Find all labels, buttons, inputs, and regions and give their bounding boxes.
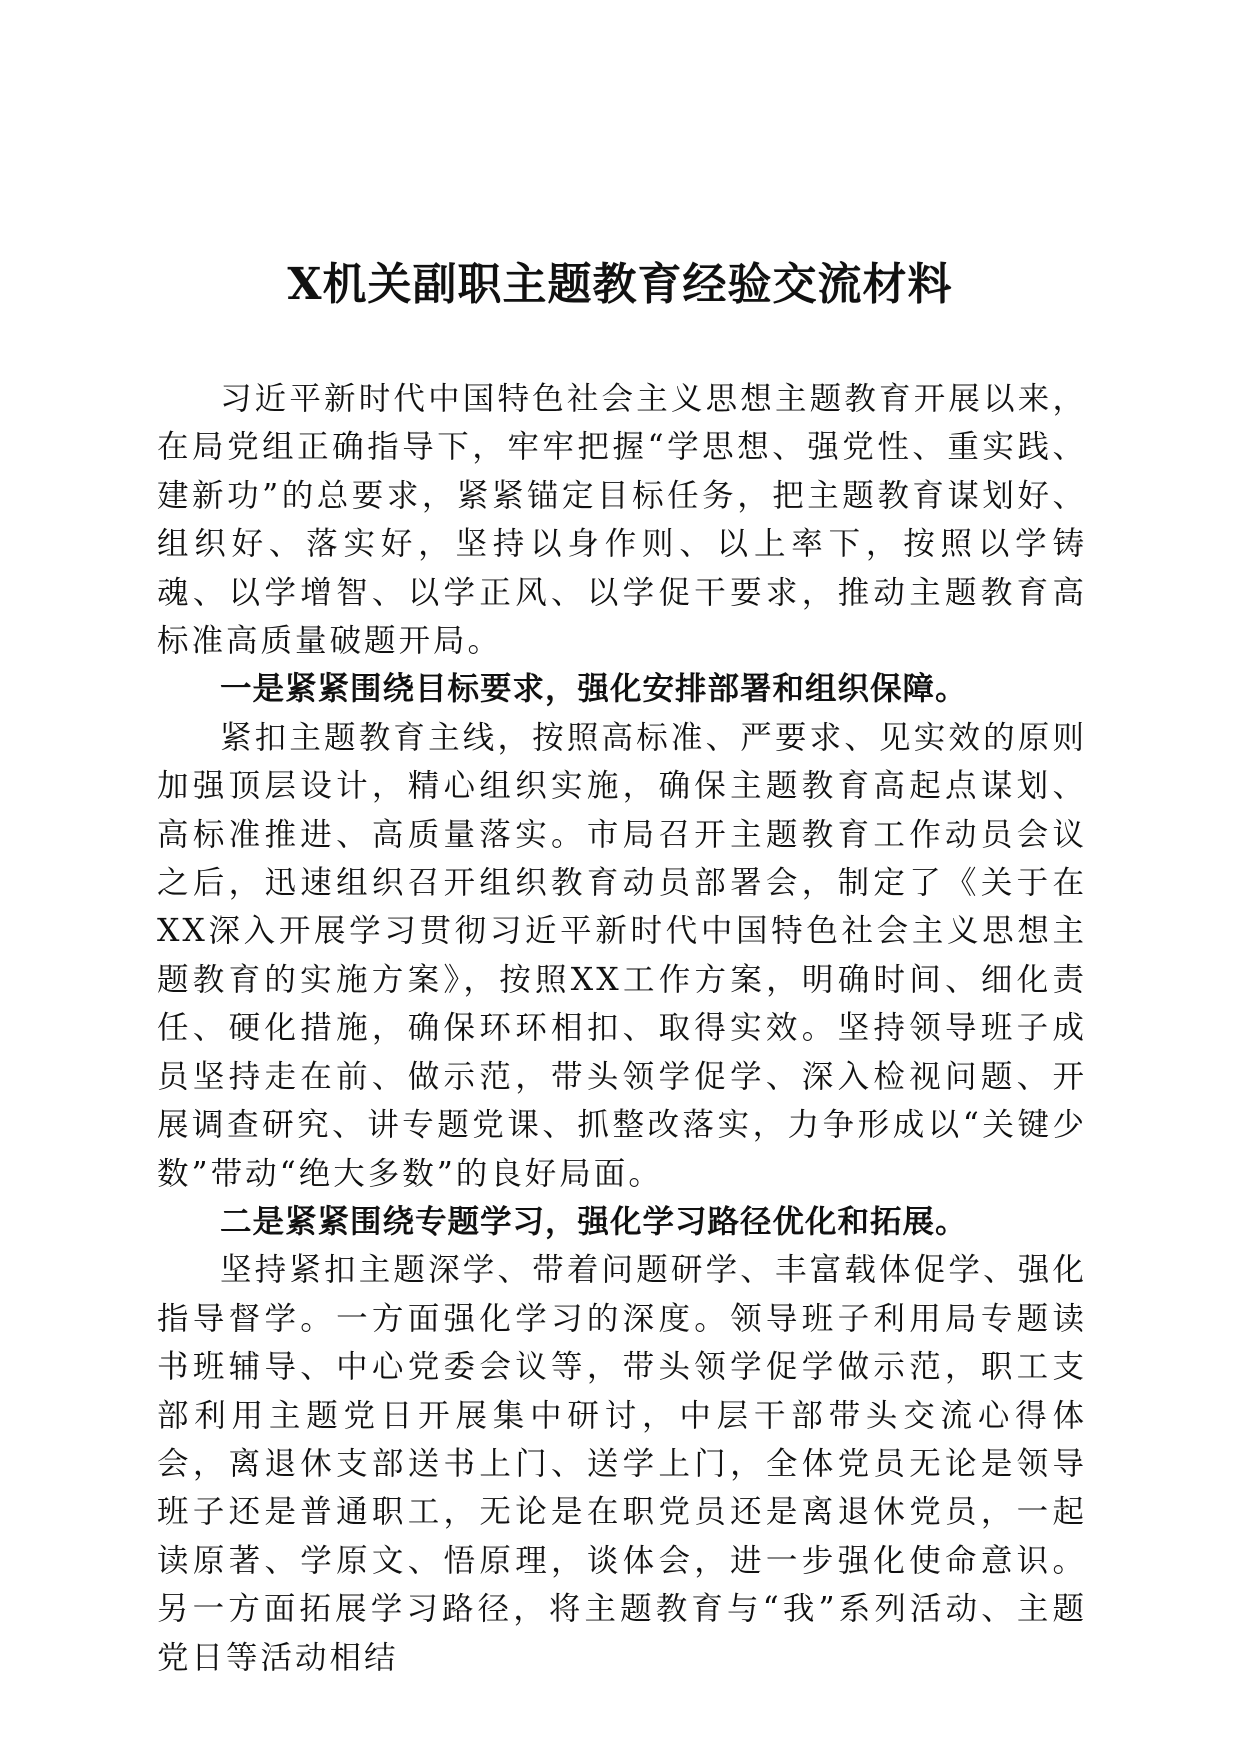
document-body xyxy=(157,375,1087,1682)
section-2-paragraph: 坚持紧扣主题深学、带着问题研学、丰富载体促学、强化指导督学。一方面强化学习的深度。领导班子利用局专题读书班辅导、中心党委会议等，带头领学促学做示范，职工支部利用主题党日开展集中研讨，中层干部带头交流心得体会，离退休支部送书上门、送学上门，全体党员无论是领导班子还是普通职工，无论是在职党员还是离退休党员，一起读原著、学原文、悟原理，谈体会，进一步强化使命意识。另一方面拓展学习路径，将主题教育与“我”系列活动、主题党日等活动相结 xyxy=(157,1252,1087,1676)
section-1-paragraph: 紧扣主题教育主线，按照高标准、严要求、见实效的原则加强顶层设计，精心组织实施，确保主题教育高起点谋划、高标准推进、高质量落实。市局召开主题教育工作动员会议之后，迅速组织召开组织教育动员部署会，制定了《关于在XX深入开展学习贯彻习近平新时代中国特色社会主义思想主题教育的实施方案》，按照XX工作方案，明确时间、细化责任、硬化措施，确保环环相扣、取得实效。坚持领导班子成员坚持走在前、做示范，带头领学促学、深入检视问题、开展调查研究、讲专题党课、抓整改落实，力争形成以“关键少数”带动“绝大多数”的良好局面。 xyxy=(157,719,1087,1192)
intro-paragraph: 习近平新时代中国特色社会主义思想主题教育开展以来，在局党组正确指导下，牢牢把握“学思想、强党性、重实践、建新功”的总要求，紧紧锚定目标任务，把主题教育谋划好、组织好、落实好，坚持以身作则、以上率下，按照以学铸魂、以学增智、以学正风、以学促干要求，推动主题教育高标准高质量破题开局。 xyxy=(157,381,1087,660)
section-heading-1: 一是紧紧围绕目标要求，强化安排部署和组织保障。 xyxy=(220,671,968,708)
document-title: X机关副职主题教育经验交流材料 xyxy=(287,259,953,310)
section-heading-2: 二是紧紧围绕专题学习，强化学习路径优化和拓展。 xyxy=(220,1203,968,1240)
